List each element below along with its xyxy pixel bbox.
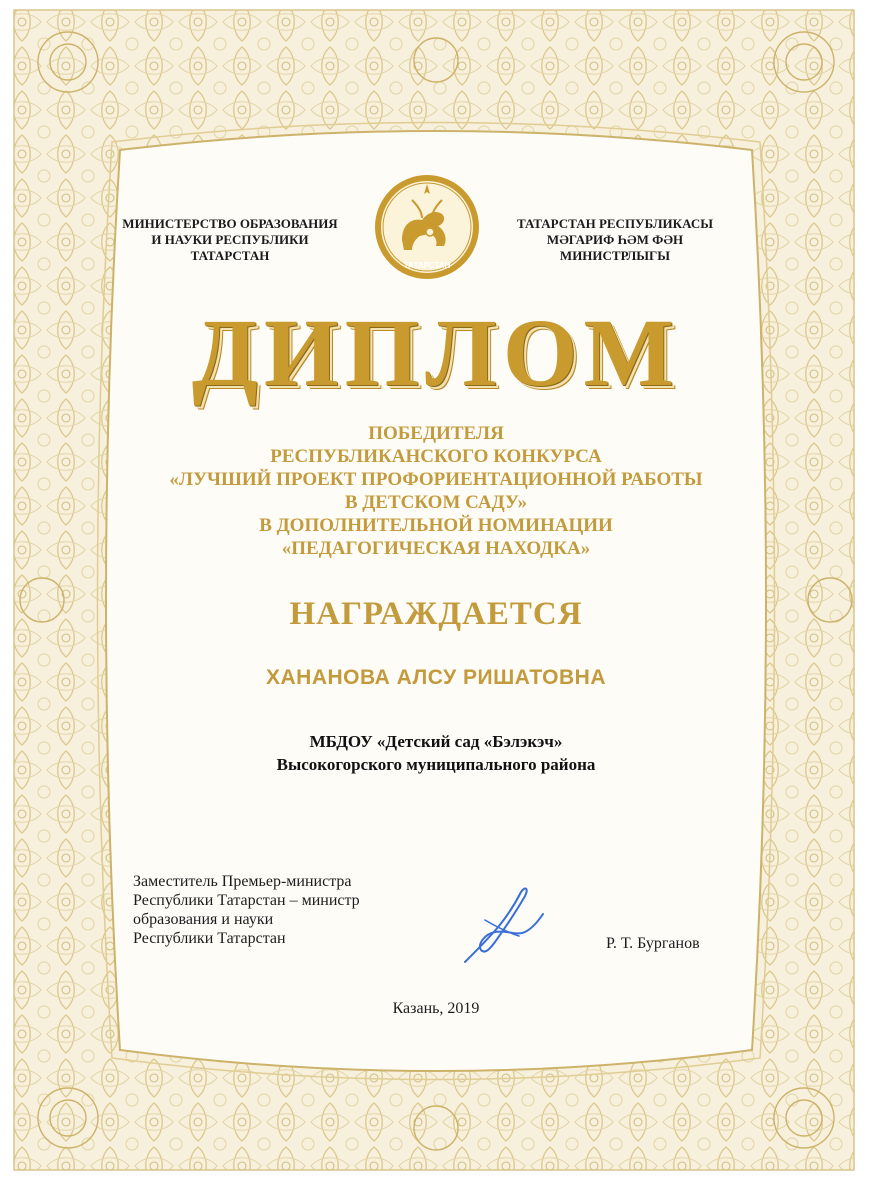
ministry-name-russian: МИНИСТЕРСТВО ОБРАЗОВАНИЯ И НАУКИ РЕСПУБЛИКИ ТАТАРСТАН [122, 216, 338, 263]
emblem-label: ТАТАРСТАН [403, 261, 451, 270]
nomination-text: ПОБЕДИТЕЛЯ РЕСПУБЛИКАНСКОГО КОНКУРСА «ЛУЧШИЙ ПРОЕКТ ПРОФОРИЕНТАЦИОННОЙ РАБОТЫ В ДЕТСКОМ САДУ» В ДОПОЛНИТЕЛЬНОЙ НОМИНАЦИИ «ПЕДАГОГИЧЕСКАЯ НАХОДКА» [169, 423, 703, 559]
ministry-name-tatar: ТАТАРСТАН РЕСПУБЛИКАСЫ МӘГАРИФ ҺӘМ ФӘН МИНИСТРЛЫГЫ [517, 216, 713, 263]
place-and-year: Казань, 2019 [392, 1000, 480, 1017]
signer-title: Заместитель Премьер-министра Республики Татарстан – министр образования и науки Республики Татарстан [133, 873, 360, 947]
recipient-name: ХАНАНОВА АЛСУ РИШАТОВНА [265, 666, 607, 689]
tatarstan-emblem-icon [372, 172, 482, 282]
organization-name: МБДОУ «Детский сад «Бэлэкэч» Высокогорского муниципального района [276, 732, 596, 774]
handwritten-signature [455, 880, 550, 970]
awarded-heading: НАГРАЖДАЕТСЯ [289, 596, 583, 632]
diploma-title: ДИПЛОМ [191, 299, 681, 406]
signer-name: Р. Т. Бурганов [606, 935, 700, 952]
